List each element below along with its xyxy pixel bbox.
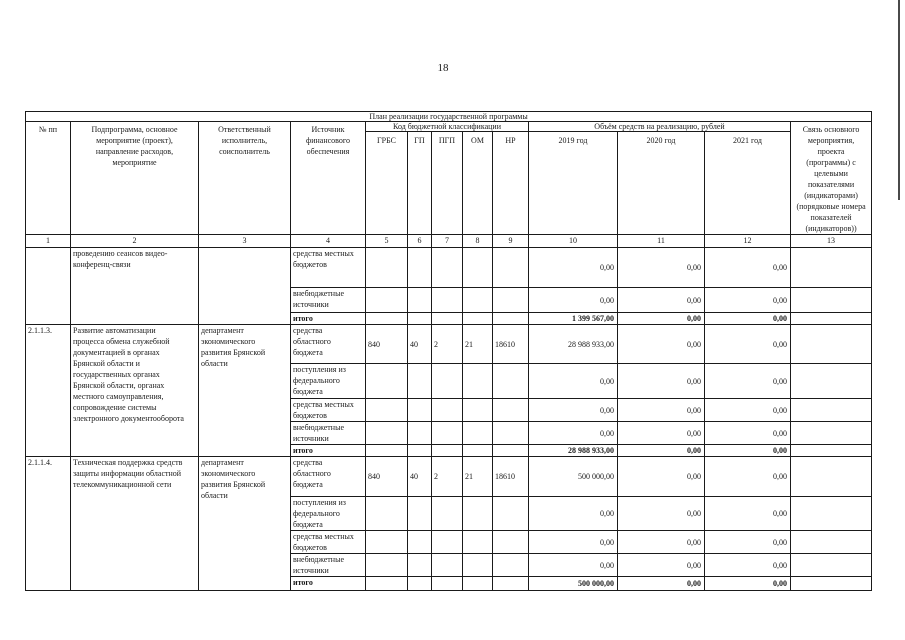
grbs-code-cell xyxy=(366,531,408,554)
om-code-cell xyxy=(463,445,493,457)
amount-2020-cell: 0,00 xyxy=(618,445,705,457)
amount-2020-cell: 0,00 xyxy=(618,457,705,497)
amount-2019-cell: 500 000,00 xyxy=(529,457,618,497)
column-number: 12 xyxy=(705,235,791,248)
pgp-code-cell xyxy=(432,554,463,577)
gp-code-cell xyxy=(408,497,432,531)
amount-2019-cell: 0,00 xyxy=(529,399,618,422)
page-number: 18 xyxy=(437,62,449,74)
gp-code-cell xyxy=(408,248,432,288)
amount-2019-cell: 0,00 xyxy=(529,364,618,399)
amount-2019-cell: 0,00 xyxy=(529,288,618,313)
program-cell: проведению сеансов видео- конференц-связи xyxy=(71,248,199,325)
header-number: № пп xyxy=(26,122,71,235)
indicator-link-cell xyxy=(791,445,872,457)
om-code-cell xyxy=(463,497,493,531)
table-title-row xyxy=(26,112,872,122)
item-number-cell xyxy=(26,248,71,325)
header-budget-code: Код бюджетной классификации xyxy=(366,122,529,132)
pgp-code-cell xyxy=(432,399,463,422)
item-number-cell: 2.1.1.4. xyxy=(26,457,71,591)
amount-2019-cell: 0,00 xyxy=(529,497,618,531)
header-funds: Объём средств на реализацию, рублей xyxy=(529,122,791,132)
funding-source-cell: средства местных бюджетов xyxy=(291,531,366,554)
grbs-code-cell xyxy=(366,399,408,422)
gp-code-cell xyxy=(408,399,432,422)
amount-2020-cell: 0,00 xyxy=(618,422,705,445)
gp-code-cell xyxy=(408,577,432,591)
plan-row xyxy=(26,248,872,288)
amount-2020-cell: 0,00 xyxy=(618,288,705,313)
gp-code-cell xyxy=(408,313,432,325)
plan-table-body xyxy=(26,248,872,591)
om-code-cell xyxy=(463,313,493,325)
column-number: 13 xyxy=(791,235,872,248)
indicator-link-cell xyxy=(791,399,872,422)
amount-2021-cell: 0,00 xyxy=(705,531,791,554)
item-number-cell: 2.1.1.3. xyxy=(26,325,71,457)
amount-2020-cell: 0,00 xyxy=(618,313,705,325)
gp-code-cell xyxy=(408,422,432,445)
funding-source-cell: итого xyxy=(291,445,366,457)
grbs-code-cell xyxy=(366,248,408,288)
amount-2021-cell: 0,00 xyxy=(705,457,791,497)
header-row xyxy=(26,122,872,132)
om-code-cell xyxy=(463,288,493,313)
om-code-cell: 21 xyxy=(463,457,493,497)
amount-2021-cell: 0,00 xyxy=(705,399,791,422)
column-number: 10 xyxy=(529,235,618,248)
gp-code-cell xyxy=(408,288,432,313)
amount-2021-cell: 0,00 xyxy=(705,248,791,288)
amount-2019-cell: 28 988 933,00 xyxy=(529,325,618,364)
amount-2020-cell: 0,00 xyxy=(618,399,705,422)
grbs-code-cell xyxy=(366,288,408,313)
pgp-code-cell xyxy=(432,288,463,313)
program-cell: Развитие автоматизации процесса обмена служебной документацией в органах Брянской области и государственных органах Брянской области, органах местного самоуправления, сопровождение системы электронного документооборота xyxy=(71,325,199,457)
om-code-cell xyxy=(463,577,493,591)
om-code-cell xyxy=(463,554,493,577)
gp-code-cell: 40 xyxy=(408,457,432,497)
header-year-2020: 2020 год xyxy=(618,132,705,235)
nr-code-cell xyxy=(493,422,529,445)
amount-2019-cell: 0,00 xyxy=(529,248,618,288)
pgp-code-cell: 2 xyxy=(432,325,463,364)
pgp-code-cell xyxy=(432,313,463,325)
column-number: 4 xyxy=(291,235,366,248)
amount-2020-cell: 0,00 xyxy=(618,325,705,364)
gp-code-cell xyxy=(408,445,432,457)
grbs-code-cell xyxy=(366,422,408,445)
nr-code-cell xyxy=(493,577,529,591)
header-year-2019: 2019 год xyxy=(529,132,618,235)
scan-edge-line xyxy=(898,0,900,200)
amount-2019-cell: 0,00 xyxy=(529,554,618,577)
responsible-cell: департамент экономического развития Брянской области xyxy=(199,325,291,457)
grbs-code-cell xyxy=(366,577,408,591)
header-nr: НР xyxy=(493,132,529,235)
responsible-cell: департамент экономического развития Брянской области xyxy=(199,457,291,591)
amount-2019-cell: 28 988 933,00 xyxy=(529,445,618,457)
column-number: 2 xyxy=(71,235,199,248)
amount-2021-cell: 0,00 xyxy=(705,325,791,364)
header-year-2021: 2021 год xyxy=(705,132,791,235)
pgp-code-cell xyxy=(432,248,463,288)
program-cell: Техническая поддержка средств защиты информации областной телекоммуникационной сети xyxy=(71,457,199,591)
funding-source-cell: средства областного бюджета xyxy=(291,457,366,497)
pgp-code-cell xyxy=(432,445,463,457)
om-code-cell xyxy=(463,248,493,288)
funding-source-cell: поступления из федерального бюджета xyxy=(291,497,366,531)
column-number-row xyxy=(26,235,872,248)
amount-2019-cell: 0,00 xyxy=(529,422,618,445)
indicator-link-cell xyxy=(791,325,872,364)
amount-2020-cell: 0,00 xyxy=(618,497,705,531)
column-number: 3 xyxy=(199,235,291,248)
funding-source-cell: средства областного бюджета xyxy=(291,325,366,364)
indicator-link-cell xyxy=(791,554,872,577)
om-code-cell xyxy=(463,531,493,554)
header-funding-source: Источник финансового обеспечения xyxy=(291,122,366,235)
header-grbs: ГРБС xyxy=(366,132,408,235)
funding-source-cell: внебюджетные источники xyxy=(291,288,366,313)
indicator-link-cell xyxy=(791,288,872,313)
pgp-code-cell xyxy=(432,364,463,399)
nr-code-cell xyxy=(493,531,529,554)
indicator-link-cell xyxy=(791,313,872,325)
pgp-code-cell xyxy=(432,531,463,554)
indicator-link-cell xyxy=(791,248,872,288)
gp-code-cell xyxy=(408,554,432,577)
nr-code-cell xyxy=(493,313,529,325)
nr-code-cell: 18610 xyxy=(493,325,529,364)
pgp-code-cell xyxy=(432,497,463,531)
column-number: 11 xyxy=(618,235,705,248)
responsible-cell xyxy=(199,248,291,325)
header-gp: ГП xyxy=(408,132,432,235)
amount-2021-cell: 0,00 xyxy=(705,364,791,399)
amount-2021-cell: 0,00 xyxy=(705,497,791,531)
table-title: План реализации государственной программы xyxy=(26,112,872,122)
nr-code-cell xyxy=(493,445,529,457)
nr-code-cell xyxy=(493,554,529,577)
amount-2019-cell: 1 399 567,00 xyxy=(529,313,618,325)
amount-2019-cell: 500 000,00 xyxy=(529,577,618,591)
nr-code-cell xyxy=(493,399,529,422)
header-pgp: ПГП xyxy=(432,132,463,235)
pgp-code-cell xyxy=(432,577,463,591)
amount-2020-cell: 0,00 xyxy=(618,554,705,577)
funding-source-cell: итого xyxy=(291,313,366,325)
gp-code-cell xyxy=(408,364,432,399)
amount-2020-cell: 0,00 xyxy=(618,248,705,288)
plan-row xyxy=(26,457,872,497)
amount-2021-cell: 0,00 xyxy=(705,422,791,445)
header-indicator-link: Связь основного мероприятия, проекта (программы) с целевыми показателями (индикаторами) (порядковые номера показателей (индикаторов)) xyxy=(791,122,872,235)
amount-2020-cell: 0,00 xyxy=(618,577,705,591)
grbs-code-cell: 840 xyxy=(366,457,408,497)
plan-row xyxy=(26,325,872,364)
om-code-cell xyxy=(463,399,493,422)
indicator-link-cell xyxy=(791,457,872,497)
funding-source-cell: средства местных бюджетов xyxy=(291,399,366,422)
pgp-code-cell: 2 xyxy=(432,457,463,497)
indicator-link-cell xyxy=(791,531,872,554)
program-plan-table xyxy=(25,111,872,591)
nr-code-cell xyxy=(493,364,529,399)
nr-code-cell xyxy=(493,248,529,288)
grbs-code-cell xyxy=(366,313,408,325)
om-code-cell: 21 xyxy=(463,325,493,364)
nr-code-cell xyxy=(493,497,529,531)
grbs-code-cell xyxy=(366,554,408,577)
amount-2019-cell: 0,00 xyxy=(529,531,618,554)
pgp-code-cell xyxy=(432,422,463,445)
om-code-cell xyxy=(463,422,493,445)
amount-2021-cell: 0,00 xyxy=(705,577,791,591)
nr-code-cell: 18610 xyxy=(493,457,529,497)
indicator-link-cell xyxy=(791,577,872,591)
nr-code-cell xyxy=(493,288,529,313)
funding-source-cell: внебюджетные источники xyxy=(291,422,366,445)
grbs-code-cell xyxy=(366,497,408,531)
column-number: 8 xyxy=(463,235,493,248)
amount-2020-cell: 0,00 xyxy=(618,531,705,554)
funding-source-cell: внебюджетные источники xyxy=(291,554,366,577)
column-number: 1 xyxy=(26,235,71,248)
funding-source-cell: поступления из федерального бюджета xyxy=(291,364,366,399)
grbs-code-cell xyxy=(366,445,408,457)
indicator-link-cell xyxy=(791,364,872,399)
amount-2021-cell: 0,00 xyxy=(705,288,791,313)
gp-code-cell xyxy=(408,531,432,554)
grbs-code-cell: 840 xyxy=(366,325,408,364)
funding-source-cell: средства местных бюджетов xyxy=(291,248,366,288)
column-number: 6 xyxy=(408,235,432,248)
gp-code-cell: 40 xyxy=(408,325,432,364)
om-code-cell xyxy=(463,364,493,399)
grbs-code-cell xyxy=(366,364,408,399)
column-number: 5 xyxy=(366,235,408,248)
indicator-link-cell xyxy=(791,497,872,531)
header-program: Подпрограмма, основное мероприятие (проект), направление расходов, мероприятие xyxy=(71,122,199,235)
column-number: 9 xyxy=(493,235,529,248)
column-number: 7 xyxy=(432,235,463,248)
amount-2020-cell: 0,00 xyxy=(618,364,705,399)
header-responsible: Ответственный исполнитель, соисполнитель xyxy=(199,122,291,235)
amount-2021-cell: 0,00 xyxy=(705,313,791,325)
amount-2021-cell: 0,00 xyxy=(705,445,791,457)
header-om: ОМ xyxy=(463,132,493,235)
amount-2021-cell: 0,00 xyxy=(705,554,791,577)
funding-source-cell: итого xyxy=(291,577,366,591)
indicator-link-cell xyxy=(791,422,872,445)
